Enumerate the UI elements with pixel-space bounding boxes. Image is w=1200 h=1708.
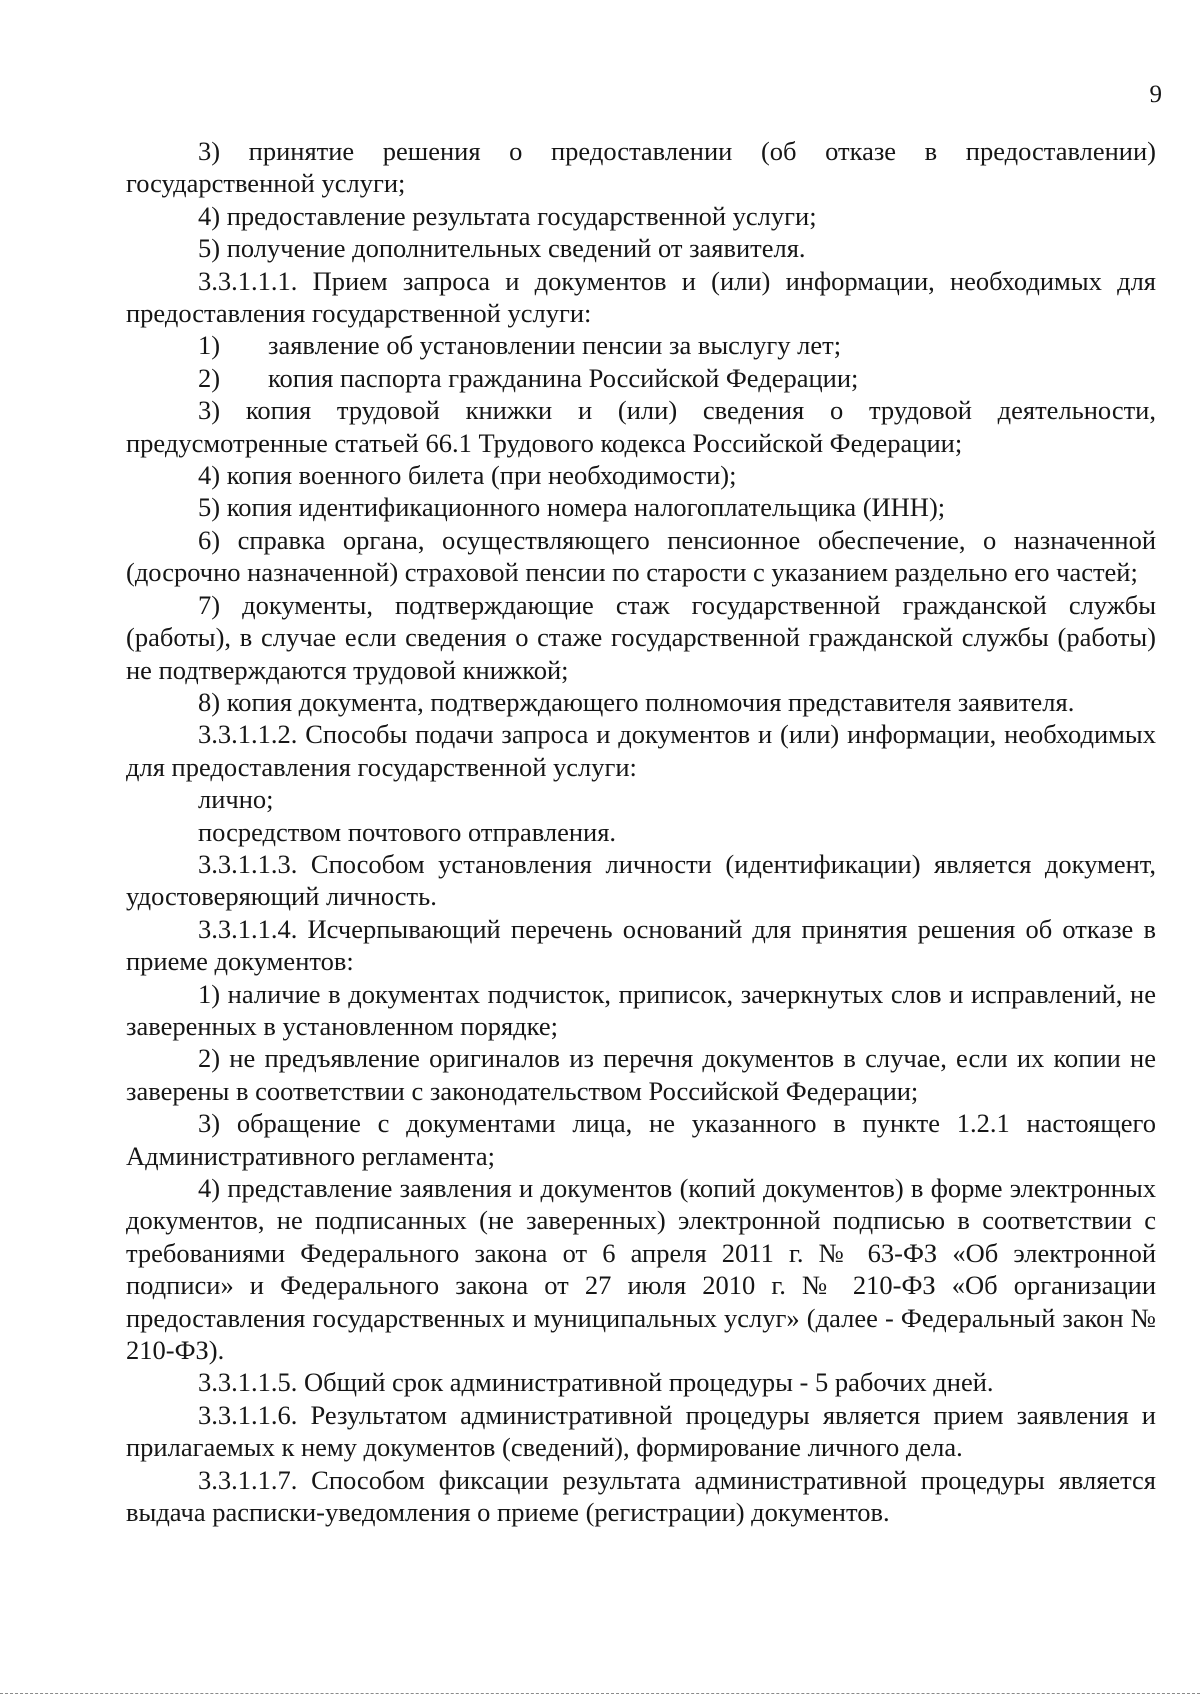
paragraph: 2) не предъявление оригиналов из перечня документов в случае, если их копии не заверены в соответствии с законодательством Российской Федерации; xyxy=(126,1043,1156,1106)
document-body xyxy=(126,135,1156,1528)
paragraph: 3.3.1.1.7. Способом фиксации результата административной процедуры является выдача расписки-уведомления о приеме (регистрации) документов. xyxy=(126,1464,1156,1528)
list-item-number: 2) xyxy=(198,362,221,393)
paragraph: 7) документы, подтверждающие стаж государственной гражданской службы (работы), в случае если сведения о стаже государственной гражданской службы (работы) не подтверждаются трудовой книжкой; xyxy=(126,589,1156,685)
list-item xyxy=(126,329,1156,361)
page-number: 9 xyxy=(1149,81,1162,108)
paragraph: 3.3.1.1.4. Исчерпывающий перечень оснований для принятия решения об отказе в приеме документов: xyxy=(126,913,1156,977)
list-item xyxy=(126,362,1156,394)
paragraph: 3) обращение с документами лица, не указанного в пункте 1.2.1 настоящего Административного регламента; xyxy=(126,1108,1156,1171)
paragraph: 3) копия трудовой книжки и (или) сведения о трудовой деятельности, предусмотренные статьей 66.1 Трудового кодекса Российской Федерации; xyxy=(126,395,1156,458)
paragraph: 4) копия военного билета (при необходимости); xyxy=(198,460,737,491)
paragraph: 5) копия идентификационного номера налогоплательщика (ИНН); xyxy=(198,492,946,523)
paragraph: 3.3.1.1.1. Прием запроса и документов и (или) информации, необходимых для предоставления государственной услуги: xyxy=(126,265,1156,329)
paragraph: 3.3.1.1.3. Способом установления личности (идентификации) является документ, удостоверяющий личность. xyxy=(126,848,1156,912)
paragraph: 4) представление заявления и документов (копий документов) в форме электронных документов, не подписанных (не заверенных) электронной подписью в соответствии с требованиями Федерального закона от 6 апреля 2011 г. № 63-ФЗ «Об электронной подписи» и Федерального закона от 27 июля 2010 г. № 210-ФЗ «Об организации предоставления государственных и муниципальных услуг» (далее - Федеральный закон № 210-ФЗ). xyxy=(126,1173,1156,1366)
paragraph: 4) предоставление результата государственной услуги; xyxy=(198,200,817,231)
paragraph: посредством почтового отправления. xyxy=(198,816,617,847)
list-item-text: заявление об установлении пенсии за выслугу лет; xyxy=(268,330,842,361)
list-item-number: 1) xyxy=(198,330,221,361)
paragraph: 3) принятие решения о предоставлении (об отказе в предоставлении) государственной услуги; xyxy=(126,136,1156,199)
list-item-text: копия паспорта гражданина Российской Федерации; xyxy=(268,362,859,393)
scan-edge-line xyxy=(0,1693,1200,1694)
paragraph: лично; xyxy=(198,784,274,815)
paragraph: 8) копия документа, подтверждающего полномочия представителя заявителя. xyxy=(198,686,1075,717)
paragraph: 1) наличие в документах подчисток, приписок, зачеркнутых слов и исправлений, не заверенных в установленном порядке; xyxy=(126,978,1156,1041)
paragraph: 6) справка органа, осуществляющего пенсионное обеспечение, о назначенной (досрочно назначенной) страховой пенсии по старости с указанием раздельно его частей; xyxy=(126,524,1156,588)
paragraph: 3.3.1.1.5. Общий срок административной процедуры - 5 рабочих дней. xyxy=(198,1367,994,1398)
paragraph: 5) получение дополнительных сведений от заявителя. xyxy=(198,233,806,264)
paragraph: 3.3.1.1.2. Способы подачи запроса и документов и (или) информации, необходимых для предоставления государственной услуги: xyxy=(126,719,1156,782)
paragraph: 3.3.1.1.6. Результатом административной процедуры является прием заявления и прилагаемых к нему документов (сведений), формирование личного дела. xyxy=(126,1399,1156,1463)
